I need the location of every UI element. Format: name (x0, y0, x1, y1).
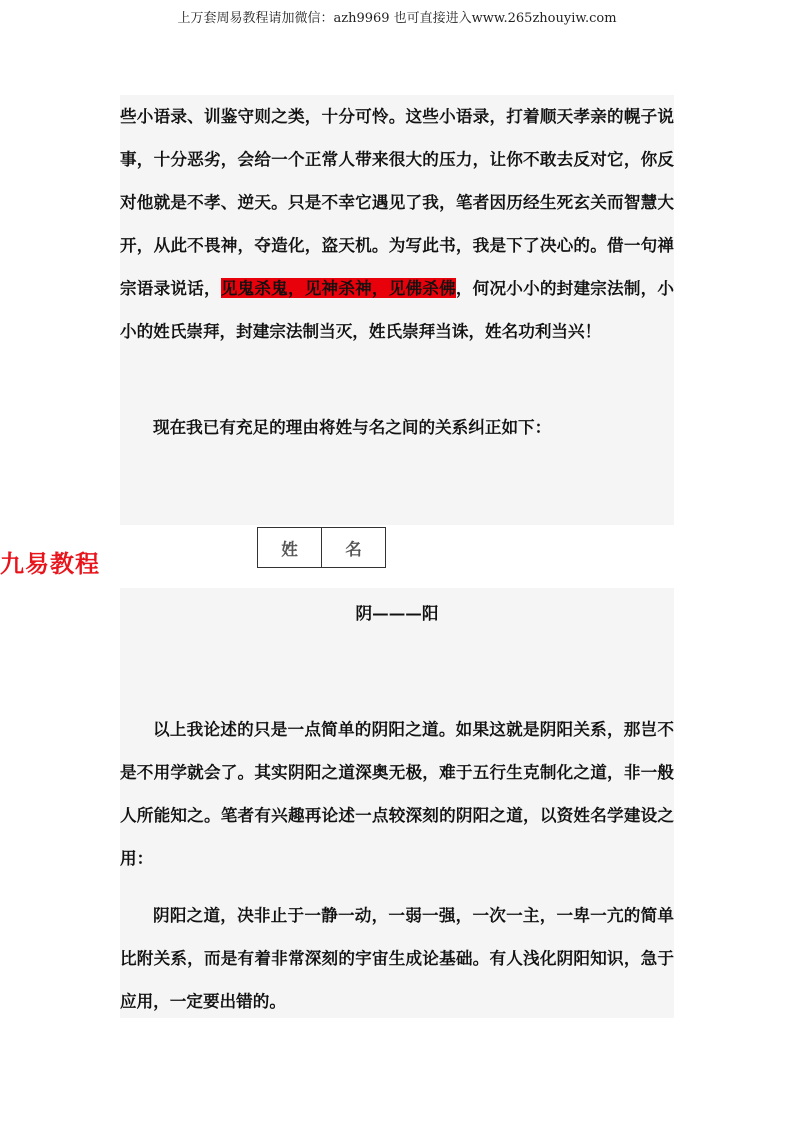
brand-watermark: 九易教程 (0, 550, 100, 578)
table-cell-name: 名 (345, 538, 362, 559)
text-block-bottom (120, 588, 674, 1018)
paragraph-2: 现在我已有充足的理由将姓与名之间的关系纠正如下： (153, 417, 552, 437)
paragraph-1-text-before: 些小语录、训鉴守则之类，十分可怜。这些小语录，打着顺天孝亲的幌子说事，十分恶劣，会给一个正常人带来很大的压力，让你不敢去反对它，你反对他就是不孝、逆天。只是不幸它遇见了我，笔者因历经生死玄关而智慧大开，从此不畏神，夺造化，盗天机。为写此书，我是下了决心的。借一句禅宗语录说话， (120, 106, 674, 298)
yin-yang-line: 阴———阳 (355, 603, 439, 623)
surname-name-table (257, 527, 386, 568)
table-cell-surname: 姓 (258, 528, 322, 567)
page-header: 上万套周易教程请加微信：azh9969 也可直接进入www.265zhouyiw.com (177, 11, 617, 26)
text-block-top (120, 95, 674, 525)
paragraph-1 (120, 95, 674, 353)
paragraph-3: 以上我论述的只是一点简单的阴阳之道。如果这就是阴阳关系，那岂不是不用学就会了。其实阴阳之道深奥无极，难于五行生克制化之道，非一般人所能知之。笔者有兴趣再论述一点较深刻的阴阳之道，以资姓名学建设之用： (120, 719, 674, 868)
highlighted-quote: 见鬼杀鬼，见神杀神，见佛杀佛 (220, 278, 456, 298)
paragraph-1-text-after: ，何况小小的封建宗法制，小小的姓氏崇拜，封建宗法制当灭，姓氏崇拜当诛，姓名功利当兴！ (120, 278, 675, 341)
paragraph-4: 阴阳之道，决非止于一静一动，一弱一强，一次一主，一卑一亢的简单比附关系，而是有着非常深刻的宇宙生成论基础。有人浅化阴阳知识，急于应用，一定要出错的。 (120, 905, 674, 1011)
